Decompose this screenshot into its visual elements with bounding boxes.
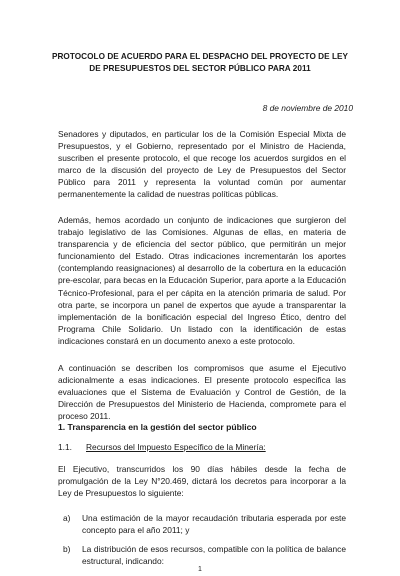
list-item-marker: a): [63, 513, 71, 523]
list-item-text: Una estimación de la mayor recaudación tributaria esperada por este concepto para el año 2011; y: [82, 513, 346, 536]
list-item-marker: b): [63, 544, 71, 554]
title-line-2: DE PRESUPUESTOS DEL SECTOR PÚBLICO PARA 2011: [89, 64, 311, 73]
page-number: 1: [198, 566, 202, 573]
document-title: [30, 51, 370, 75]
subsection-title: Recursos del Impuesto Específico de la Minería:: [86, 442, 266, 452]
subsection-heading: [58, 441, 266, 453]
subsection-number: 1.1.: [58, 442, 72, 452]
list-item: [63, 543, 346, 567]
paragraph-indications: Además, hemos acordado un conjunto de indicaciones que surgieron del trabajo legislativo de las Comisiones. Algunas de ellas, en materia de transparencia y de eficiencia del sector público, que permitirán un mejor funcionamiento del Estado. Otras indicaciones incrementarán los aportes (contemplando reasignaciones) al desarrollo de la cobertura en la educación pre-escolar, para becas en la Educación Superior, para aporte a la Educación Técnico-Profesional, para el per cápita en la atención primaria de salud. Por otra parte, se incorpora un panel de expertos que ayude a transparentar la implementación de la bonificación especial del Ingreso Ético, dentro del Programa Chile Solidario. Un listado con la identificación de estas indicaciones constará en un documento anexo a este protocolo.: [58, 215, 346, 346]
section-heading: 1. Transparencia en la gestión del sector público: [58, 422, 257, 432]
list-item: [63, 512, 346, 536]
paragraph-commitments: A continuación se describen los compromisos que asume el Ejecutivo adicionalmente a esas indicaciones. El presente protocolo especifica las evaluaciones que el Sistema de Evaluación y Control de Gestión, de la Dirección de Presupuestos del Ministerio de Hacienda, compromete para el proceso 2011.: [58, 363, 346, 422]
paragraph-intro: Senadores y diputados, en particular los de la Comisión Especial Mixta de Presupuestos, y el Gobierno, representado por el Ministro de Hacienda, suscriben el presente protocolo, el que recoge los acuerdos surgidos en el marco de la discusión del proyecto de Ley de Presupuestos del Sector Público para 2011 y representa la voluntad común por aumentar permanentemente la calidad de nuestras políticas públicas.: [58, 129, 346, 200]
document-date: 8 de noviembre de 2010: [262, 103, 353, 113]
paragraph-executive: El Ejecutivo, transcurridos los 90 días hábiles desde la fecha de promulgación de la Ley N°20.469, dictará los decretos para incorporar a la Ley de Presupuestos lo siguiente:: [58, 464, 346, 499]
list-item-text: La distribución de esos recursos, compatible con la política de balance estructural, indicando:: [82, 544, 346, 567]
title-line-1: PROTOCOLO DE ACUERDO PARA EL DESPACHO DEL PROYECTO DE LEY: [51, 52, 349, 61]
